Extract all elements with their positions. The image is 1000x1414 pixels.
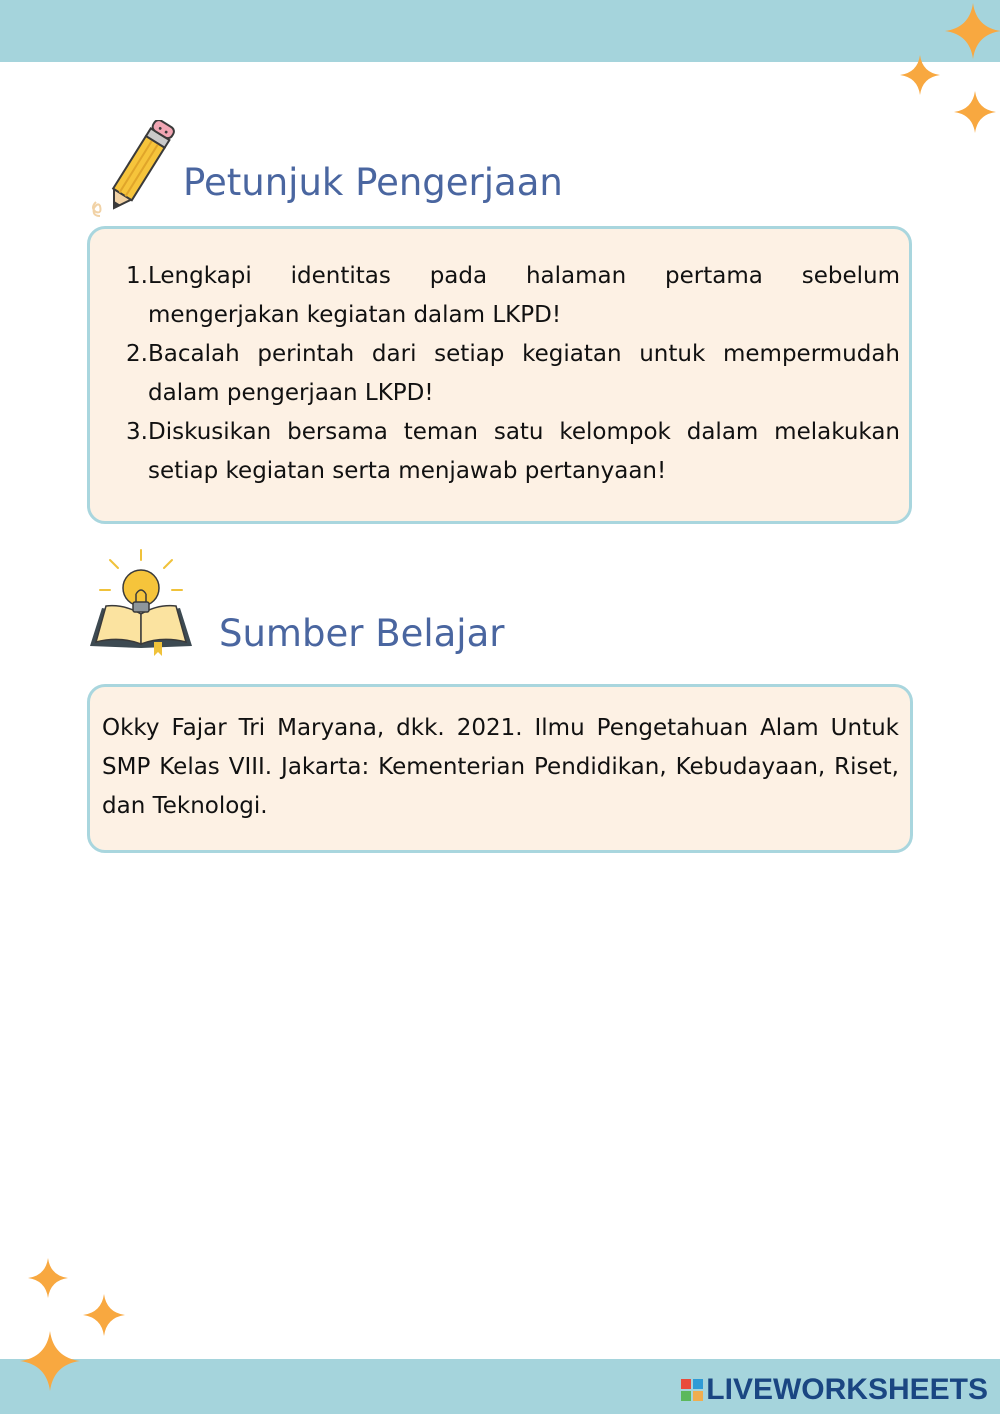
liveworksheets-mark-icon (681, 1379, 703, 1401)
logo-text: LIVEWORKSHEETS (706, 1373, 988, 1406)
item-number: 2. (126, 341, 148, 367)
liveworksheets-logo (681, 1373, 988, 1407)
list-item (110, 257, 900, 335)
sparkle-icon (900, 55, 940, 95)
instructions-list (110, 257, 900, 491)
item-text: Bacalah perintah dari setiap kegiatan untuk mempermudah dalam pengerjaan LKPD! (148, 341, 900, 406)
sparkle-icon (954, 91, 996, 133)
lightbulb-book-icon (86, 546, 198, 658)
sparkle-icon (20, 1330, 80, 1392)
item-number: 1. (126, 263, 148, 289)
list-item (110, 335, 900, 413)
sparkle-icon (945, 0, 1000, 62)
reference-text: Okky Fajar Tri Maryana, dkk. 2021. Ilmu Pengetahuan Alam Untuk SMP Kelas VIII. Jakarta: Kementerian Pendidikan, Kebudayaan, Riset, dan Teknologi. (102, 715, 899, 819)
pencil-icon (86, 120, 190, 220)
sparkle-icon (83, 1294, 125, 1336)
top-band (0, 0, 1000, 62)
sources-card (87, 684, 913, 853)
sparkle-icon (28, 1258, 68, 1298)
sources-title: Sumber Belajar (219, 612, 505, 655)
instructions-title: Petunjuk Pengerjaan (183, 161, 563, 204)
item-text: Lengkapi identitas pada halaman pertama sebelum mengerjakan kegiatan dalam LKPD! (148, 263, 900, 328)
item-number: 3. (126, 419, 148, 445)
instructions-card (87, 226, 912, 524)
item-text: Diskusikan bersama teman satu kelompok dalam melakukan setiap kegiatan serta menjawab pertanyaan! (148, 419, 900, 484)
list-item (110, 413, 900, 491)
